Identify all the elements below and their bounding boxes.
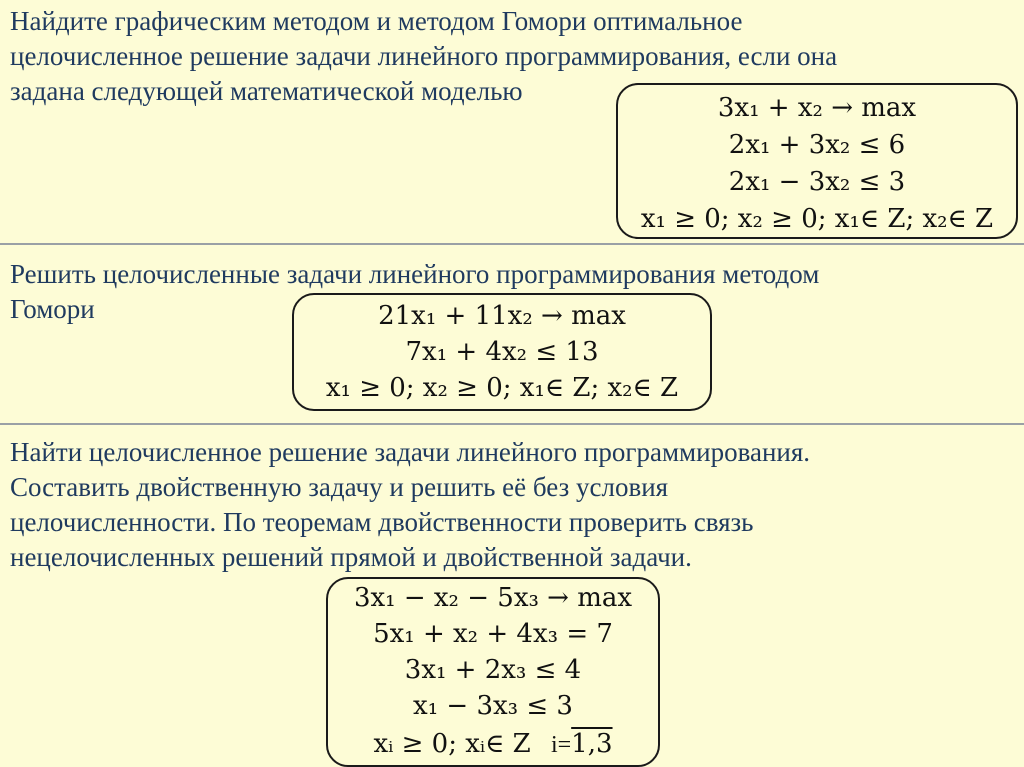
task2-line-2: Гомори: [10, 294, 95, 324]
task3-model-box: [326, 577, 660, 767]
task3-line-1: Найти целочисленное решение задачи линейного программирования.: [10, 437, 811, 467]
task3-index-range: 1,3: [571, 729, 613, 759]
task1-line-1: Найдите графическим методом и методом Гомори оптимальное: [10, 6, 743, 36]
task1-line-2: целочисленное решение задачи линейного программирования, если она: [10, 41, 838, 71]
task3-line-4: нецелочисленных решений прямой и двойственной задачи.: [10, 542, 692, 572]
task3-constraint-1: 5x₁ + x₂ + 4x₃ = 7: [373, 619, 613, 649]
task2-constraint-1: 7x₁ + 4x₂ ≤ 13: [405, 337, 599, 367]
task1-conditions: x₁ ≥ 0; x₂ ≥ 0; x₁∈ Z; x₂∈ Z: [640, 204, 994, 234]
task3-panel: [0, 425, 1024, 767]
task3-constraint-2: 3x₁ + 2x₃ ≤ 4: [404, 655, 582, 685]
task1-line-3: задана следующей математической моделью: [10, 76, 523, 106]
task2-line-1: Решить целочисленные задачи линейного программирования методом: [10, 259, 820, 289]
task3-line-3: целочисленности. По теоремам двойственности проверить связь: [10, 507, 754, 537]
task2-model-box: [292, 293, 712, 411]
task3-index-prefix: i=: [550, 732, 572, 758]
task3-conditions: xᵢ ≥ 0; xᵢ∈ Z: [373, 729, 531, 759]
task1-model-box: [616, 83, 1018, 239]
task1-panel: [0, 0, 1024, 245]
task1-objective: 3x₁ + x₂ → max: [717, 93, 917, 123]
task3-constraint-3: x₁ − 3x₃ ≤ 3: [413, 691, 573, 721]
task3-line-2: Составить двойственную задачу и решить её без условия: [10, 472, 669, 502]
task2-objective: 21x₁ + 11x₂ → max: [378, 301, 626, 331]
task2-panel: [0, 245, 1024, 425]
task3-objective: 3x₁ − x₂ − 5x₃ → max: [353, 583, 633, 613]
task1-constraint-1: 2x₁ + 3x₂ ≤ 6: [728, 130, 906, 160]
task2-conditions: x₁ ≥ 0; x₂ ≥ 0; x₁∈ Z; x₂∈ Z: [325, 373, 679, 403]
task3-statement: [10, 435, 1014, 575]
task3-conditions-row: [328, 727, 658, 762]
task1-constraint-2: 2x₁ − 3x₂ ≤ 3: [728, 167, 906, 197]
